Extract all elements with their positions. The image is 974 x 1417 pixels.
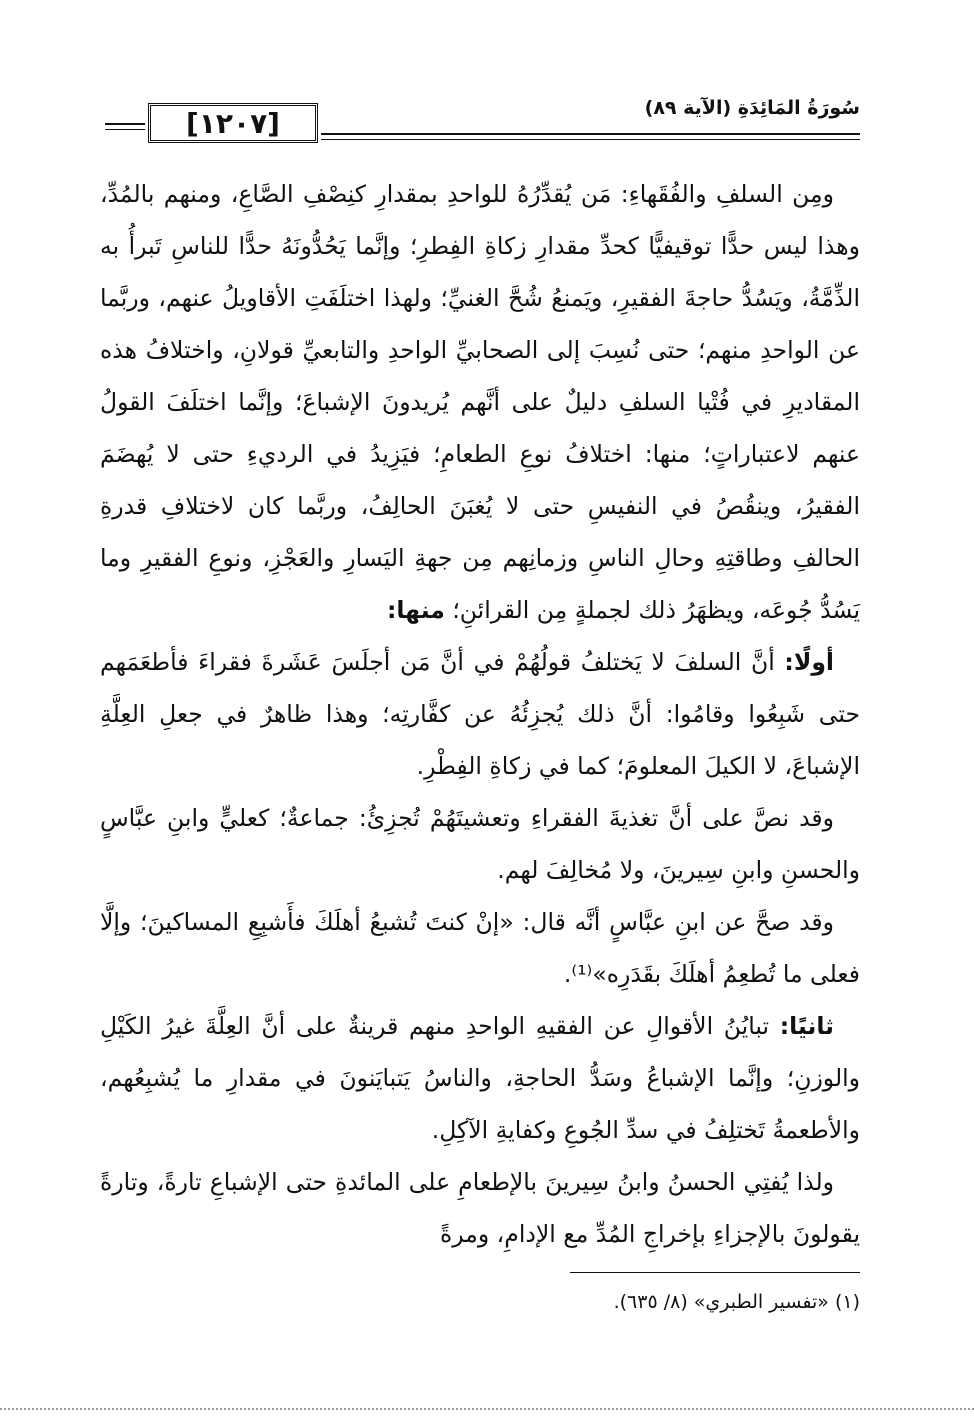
paragraph-tail: منها: <box>386 596 445 624</box>
paragraph-text: ولذا يُفتِي الحسنُ وابنُ سِيرينَ بالإطعامِ على المائدةِ حتى الإشباعِ تارةً، وتارةً يقولونَ بالإجزاءِ بإخراجِ المُدِّ مع الإدامِ، ومرةً <box>100 1168 860 1248</box>
body-text <box>100 168 860 1260</box>
footnote-marker: (١) <box>834 1291 860 1313</box>
paragraph-lead: أولًا: <box>784 648 834 676</box>
paragraph <box>100 1156 860 1260</box>
paragraph <box>100 636 860 792</box>
paragraph <box>100 792 860 896</box>
paragraph-lead: ثانيًا: <box>779 1012 834 1040</box>
paragraph <box>100 168 860 636</box>
footnote-rule <box>570 1272 860 1273</box>
paragraph <box>100 896 860 1000</box>
verse-reference: (الآية ٨٩) <box>644 97 732 119</box>
paragraph-text: تبايُنُ الأقوالِ عن الفقيهِ الواحدِ منهم قرينةٌ على أنَّ العِلَّةَ غيرُ الكَيْلِ والوزنِ؛ وإنَّما الإشباعُ وسَدُّ الحاجةِ، والناسُ يَتبايَنونَ في مقدارِ ما يُشبِعُهم، والأطعمةُ تَختلِفُ في سدِّ الجُوعِ وكفايةِ الآكِلِ. <box>100 1012 860 1144</box>
header-rule <box>321 133 860 135</box>
scan-edge <box>0 1408 974 1410</box>
header-rule <box>105 123 145 125</box>
paragraph-text: وقد صحَّ عن ابنِ عبَّاسٍ أنَّه قال: «إنْ كنتَ تُشبعُ أهلَكَ فأَشبِعِ المساكينَ؛ وإلَّا فعلى ما تُطعِمُ أهلَكَ بقَدَرِه»⁽¹⁾. <box>100 908 860 988</box>
header-rule <box>105 129 145 130</box>
header-rule <box>321 139 860 140</box>
page-number: [١٢٠٧] <box>148 103 318 143</box>
footnote <box>100 1285 860 1319</box>
surah-name: سُورَةُ المَائِدَةِ <box>737 97 860 119</box>
paragraph-text: ومِن السلفِ والفُقَهاءِ: مَن يُقدِّرُهُ للواحدِ بمقدارِ كنِصْفِ الصَّاعِ، ومنهم بالمُدِّ، وهذا ليس حدًّا توقيفيًّا كحدِّ مقدارِ زكاةِ الفِطرِ؛ وإنَّما يَحُدُّونَهُ حدًّا للناسِ تَبرأُ به الذِّمَّةُ، ويَسُدُّ حاجةَ الفقيرِ، ويَمنعُ شُحَّ الغنيِّ؛ ولهذا اختلَفَتِ الأقاويلُ عنهم، وربَّما عن الواحدِ منهم؛ حتى نُسِبَ إلى الصحابيِّ الواحدِ والتابعيِّ قولانِ، واختلافُ هذه المقاديرِ في فُتْيا السلفِ دليلٌ على أنَّهم يُريدونَ الإشباعَ؛ وإنَّما اختلَفَ القولُ عنهم لاعتباراتٍ؛ منها: اختلافُ نوعِ الطعامِ؛ فيَزِيدُ في الرديءِ حتى لا يُهضَمَ الفقيرُ، وينقُصُ في النفيسِ حتى لا يُغبَنَ الحالِفُ، وربَّما كان لاختلافِ قدرةِ الحالفِ وطاقتِهِ وحالِ الناسِ وزمانِهم مِن جهةِ اليَسارِ والعَجْزِ، ونوعِ الفقيرِ وما يَسُدُّ جُوعَه، ويظهَرُ ذلك لجملةٍ مِن القرائنِ؛ <box>100 180 860 624</box>
footnote-text: «تفسير الطبري» (٨/ ٦٣٥). <box>613 1291 829 1313</box>
page-header <box>105 95 860 151</box>
paragraph-text: وقد نصَّ على أنَّ تغذيةَ الفقراءِ وتعشيتَهُمْ تُجزِئُ: جماعةٌ؛ كعليٍّ وابنِ عبَّاسٍ والحسنِ وابنِ سِيرينَ، ولا مُخالِفَ لهم. <box>100 804 860 884</box>
paragraph-text: أنَّ السلفَ لا يَختلفُ قولُهُمْ في أنَّ مَن أجلَسَ عَشَرةَ فقراءَ فأطعَمَهم حتى شَبِعُوا وقامُوا: أنَّ ذلك يُجزِئُهُ عن كفَّارتِه؛ وهذا ظاهرٌ في جعلِ العِلَّةِ الإشباعَ، لا الكيلَ المعلومَ؛ كما في زكاةِ الفِطْرِ. <box>100 648 860 780</box>
paragraph <box>100 1000 860 1156</box>
surah-title <box>645 97 860 119</box>
